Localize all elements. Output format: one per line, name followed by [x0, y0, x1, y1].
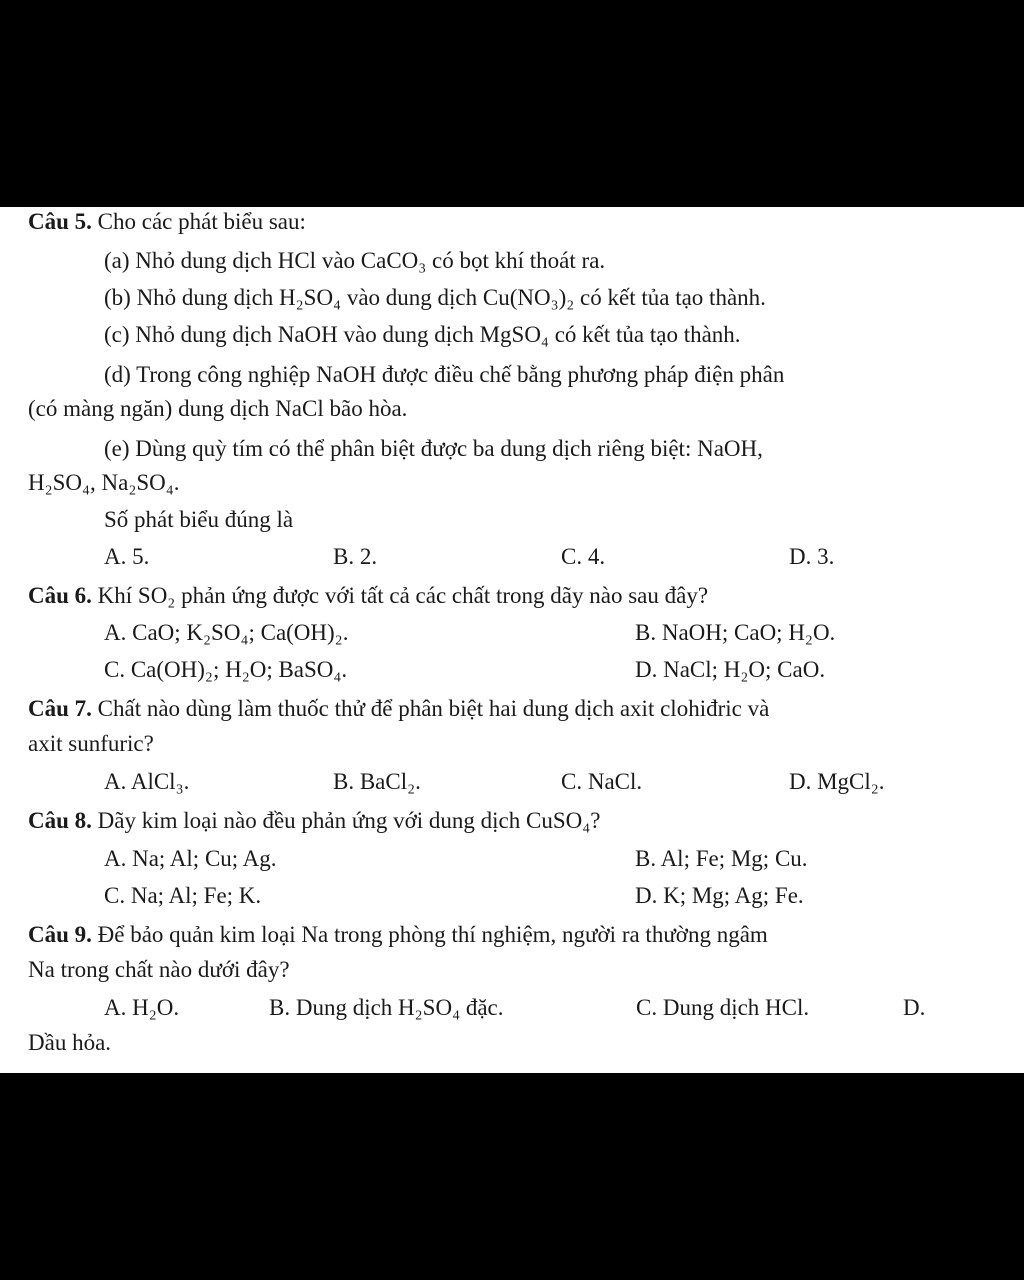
- question-5-stem: [28, 204, 306, 240]
- question-7-text-line1: Chất nào dùng làm thuốc thử để phân biệt hai dung dịch axit clohiđric và: [91, 696, 770, 721]
- question-5-option-b[interactable]: B. 2.: [333, 544, 378, 569]
- question-9-option-d-continued[interactable]: Dầu hỏa.: [28, 1030, 112, 1055]
- question-8-option-b[interactable]: B. Al; Fe; Mg; Cu.: [635, 846, 808, 871]
- question-8-option-a[interactable]: A. Na; Al; Cu; Ag.: [104, 846, 277, 871]
- question-6-text: Khí SO₂ phản ứng được với tất cả các chất trong dãy nào sau đây?: [91, 583, 709, 608]
- question-8-stem: [28, 803, 600, 839]
- question-8-text: Dãy kim loại nào đều phản ứng với dung dịch CuSO₄?: [91, 808, 601, 833]
- document-page: [0, 207, 1024, 1073]
- question-7-stem-line1: [28, 691, 769, 727]
- question-9-stem-line2: Na trong chất nào dưới đây?: [28, 957, 290, 982]
- question-5-options: [0, 539, 1024, 575]
- question-5-text: Cho các phát biểu sau:: [91, 209, 306, 234]
- question-5-option-a[interactable]: A. 5.: [104, 544, 150, 569]
- question-9-option-d[interactable]: D.: [903, 995, 926, 1020]
- question-5-statement-e-line2: H₂SO₄, Na₂SO₄.: [28, 470, 180, 495]
- question-9-option-b[interactable]: B. Dung dịch H₂SO₄ đặc.: [269, 995, 504, 1020]
- question-7-option-c[interactable]: C. NaCl.: [561, 769, 643, 794]
- question-5-option-c[interactable]: C. 4.: [561, 544, 606, 569]
- question-6-options-row1: [0, 615, 1024, 651]
- question-6-option-c[interactable]: C. Ca(OH)₂; H₂O; BaSO₄.: [104, 657, 348, 682]
- question-9-option-a[interactable]: A. H₂O.: [104, 995, 180, 1020]
- question-7-option-a[interactable]: A. AlCl₃.: [104, 769, 190, 794]
- question-6-label: Câu 6.: [28, 583, 92, 608]
- question-5-statement-b: (b) Nhỏ dung dịch H₂SO₄ vào dung dịch Cu(NO₃)₂ có kết tủa tạo thành.: [104, 285, 766, 310]
- question-6-stem: [28, 578, 708, 614]
- question-5-statement-d-line1: (d) Trong công nghiệp NaOH được điều chế bằng phương pháp điện phân: [104, 362, 785, 387]
- question-5-statement-d-line2: (có màng ngăn) dung dịch NaCl bão hòa.: [28, 396, 408, 421]
- question-6-option-b[interactable]: B. NaOH; CaO; H₂O.: [635, 620, 836, 645]
- question-6-option-d[interactable]: D. NaCl; H₂O; CaO.: [635, 657, 826, 682]
- question-5-statement-e-line1: (e) Dùng quỳ tím có thể phân biệt được ba dung dịch riêng biệt: NaOH,: [104, 436, 763, 461]
- question-5-statement-a: (a) Nhỏ dung dịch HCl vào CaCO₃ có bọt khí thoát ra.: [104, 248, 606, 273]
- question-9-option-c[interactable]: C. Dung dịch HCl.: [636, 995, 810, 1020]
- question-5-statement-c: (c) Nhỏ dung dịch NaOH vào dung dịch MgSO₄ có kết tủa tạo thành.: [104, 322, 741, 347]
- question-7-option-d[interactable]: D. MgCl₂.: [789, 769, 885, 794]
- question-7-option-b[interactable]: B. BaCl₂.: [333, 769, 421, 794]
- question-8-option-c[interactable]: C. Na; Al; Fe; K.: [104, 883, 262, 908]
- question-8-label: Câu 8.: [28, 808, 92, 833]
- question-8-options-row1: [0, 841, 1024, 877]
- question-6-options-row2: [0, 652, 1024, 688]
- question-9-text-line1: Để bảo quản kim loại Na trong phòng thí nghiệm, người ra thường ngâm: [91, 922, 768, 947]
- question-8-options-row2: [0, 878, 1024, 914]
- question-9-options: [0, 990, 1024, 1026]
- question-5-prompt: Số phát biểu đúng là: [104, 507, 294, 532]
- question-7-label: Câu 7.: [28, 696, 92, 721]
- question-5-label: Câu 5.: [28, 209, 92, 234]
- question-7-options: [0, 764, 1024, 800]
- question-9-stem-line1: [28, 917, 768, 953]
- question-9-label: Câu 9.: [28, 922, 92, 947]
- question-7-stem-line2: axit sunfuric?: [28, 731, 154, 756]
- question-5-option-d[interactable]: D. 3.: [789, 544, 835, 569]
- question-8-option-d[interactable]: D. K; Mg; Ag; Fe.: [635, 883, 804, 908]
- question-6-option-a[interactable]: A. CaO; K₂SO₄; Ca(OH)₂.: [104, 620, 349, 645]
